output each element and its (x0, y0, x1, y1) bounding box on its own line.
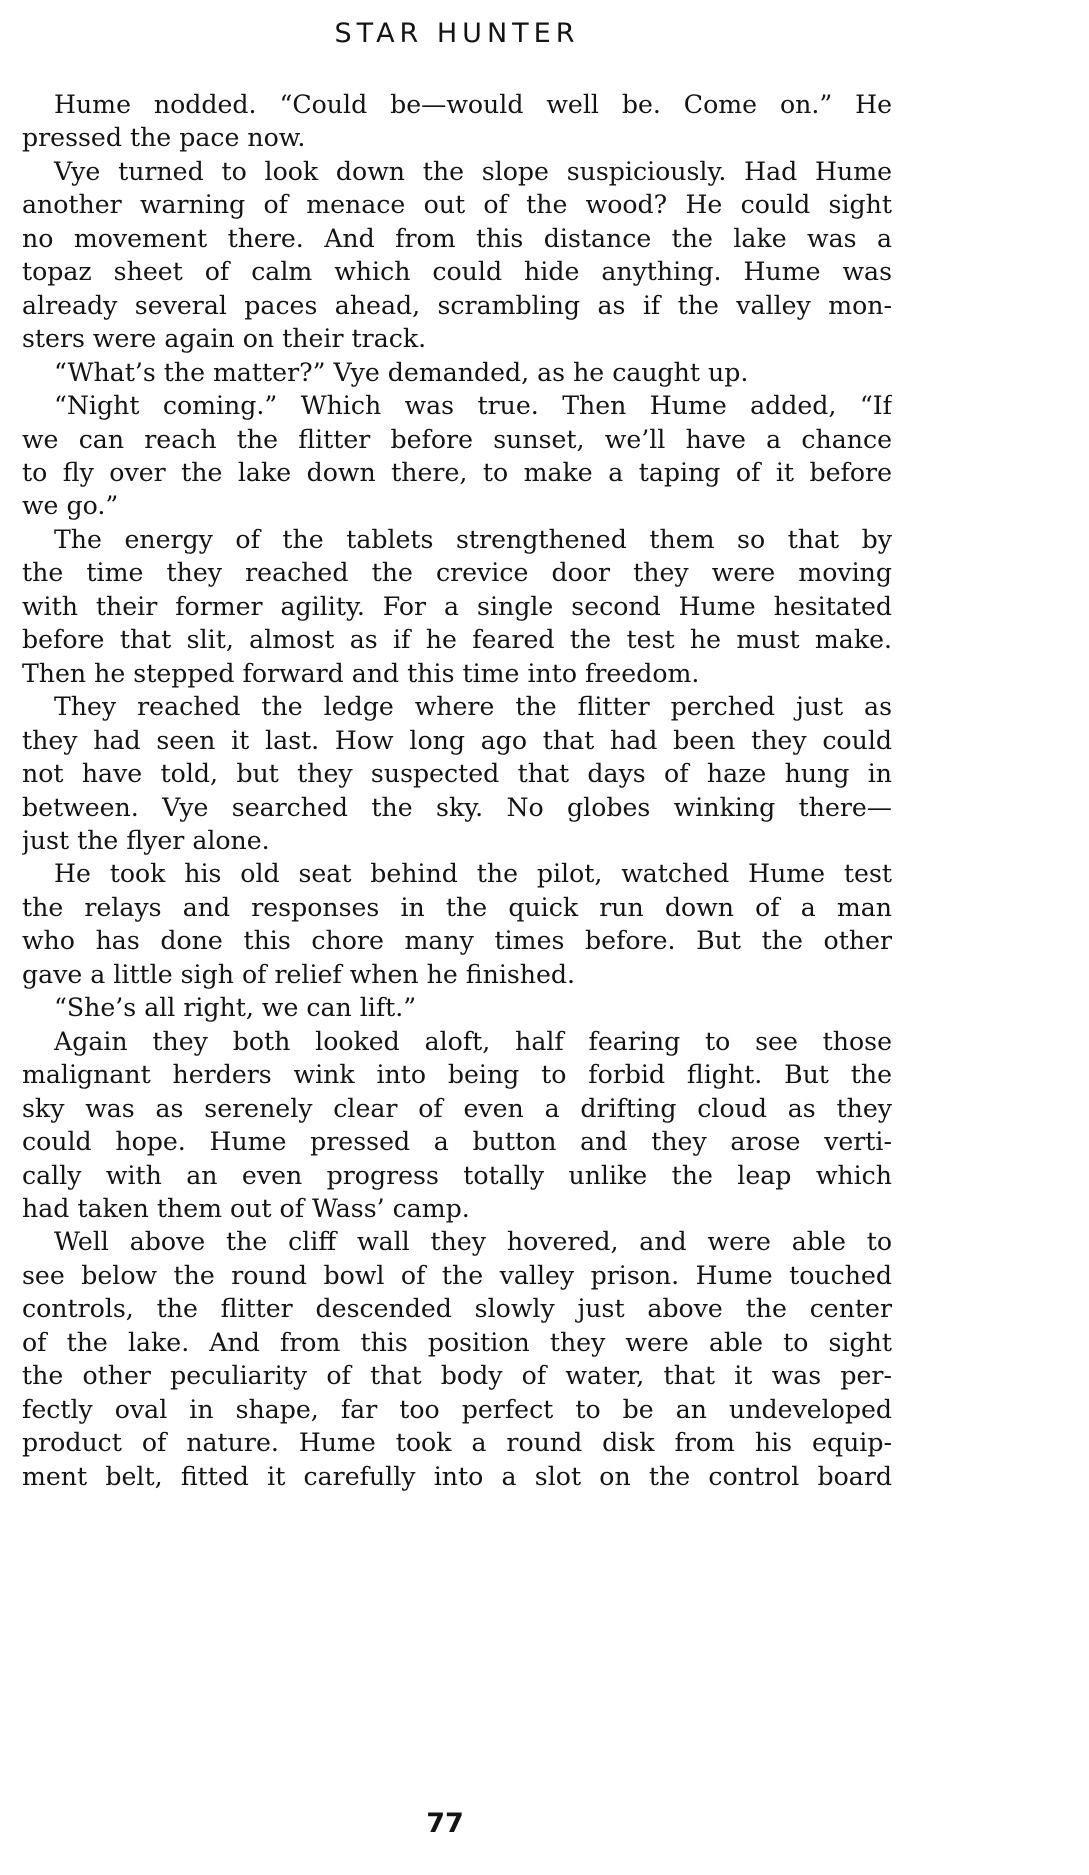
paragraph (22, 991, 892, 1024)
paragraph (22, 690, 892, 857)
text-line: the time they reached the crevice door they were moving (22, 558, 892, 588)
text-line: The energy of the tablets strengthened them so that by (54, 524, 892, 554)
page-number: 77 (426, 1808, 464, 1839)
text-line: Well above the cliff wall they hovered, and were able to (54, 1227, 892, 1257)
body-text (22, 88, 892, 1493)
text-line: ment belt, fitted it carefully into a slot on the control board (22, 1461, 892, 1491)
paragraph (22, 857, 892, 991)
text-line: before that slit, almost as if he feared the test he must make. (22, 625, 892, 655)
text-line: between. Vye searched the sky. No globes winking there— (22, 792, 892, 822)
text-line: just the flyer alone. (22, 825, 270, 855)
text-line: could hope. Hume pressed a button and they arose verti- (22, 1127, 892, 1157)
paragraph (22, 1225, 892, 1493)
running-head: STAR HUNTER (334, 18, 580, 49)
text-line: we go.” (22, 491, 119, 521)
paragraph (22, 88, 892, 155)
text-line: controls, the flitter descended slowly just above the center (22, 1294, 892, 1324)
text-line: no movement there. And from this distance the lake was a (22, 223, 892, 253)
text-line: to fly over the lake down there, to make a taping of it before (22, 457, 892, 487)
paragraph (22, 155, 892, 356)
text-line: see below the round bowl of the valley prison. Hume touched (22, 1260, 892, 1290)
text-line: with their former agility. For a single second Hume hesitated (22, 591, 892, 621)
text-line: who has done this chore many times before. But the other (22, 926, 892, 956)
text-line: of the lake. And from this position they were able to sight (22, 1327, 892, 1357)
text-line: Hume nodded. “Could be—would well be. Come on.” He (54, 90, 892, 119)
paragraph (22, 356, 892, 389)
text-line: “Night coming.” Which was true. Then Hume added, “If (54, 391, 892, 421)
text-line: topaz sheet of calm which could hide anything. Hume was (22, 257, 892, 287)
text-line: cally with an even progress totally unlike the leap which (22, 1160, 892, 1190)
text-line: the other peculiarity of that body of water, that it was per- (22, 1361, 892, 1391)
text-line: “What’s the matter?” Vye demanded, as he caught up. (54, 357, 749, 387)
text-line: “She’s all right, we can lift.” (54, 993, 417, 1023)
text-line: malignant herders wink into being to forbid flight. But the (22, 1060, 892, 1090)
text-line: fectly oval in shape, far too perfect to be an undeveloped (22, 1394, 892, 1424)
text-line: gave a little sigh of relief when he finished. (22, 959, 576, 989)
text-line: He took his old seat behind the pilot, watched Hume test (54, 859, 892, 889)
text-line: sky was as serenely clear of even a drifting cloud as they (22, 1093, 892, 1123)
text-line: we can reach the flitter before sunset, we’ll have a chance (22, 424, 892, 454)
text-line: the relays and responses in the quick run down of a man (22, 892, 892, 922)
text-line: another warning of menace out of the wood? He could sight (22, 190, 892, 220)
text-line: they had seen it last. How long ago that had been they could (22, 725, 892, 755)
text-line: pressed the pace now. (22, 123, 306, 153)
text-line: already several paces ahead, scrambling as if the valley mon- (22, 290, 892, 320)
text-line: Vye turned to look down the slope suspiciously. Had Hume (54, 156, 892, 186)
text-line: product of nature. Hume took a round disk from his equip- (22, 1428, 892, 1458)
text-line: sters were again on their track. (22, 324, 427, 354)
text-line: They reached the ledge where the flitter perched just as (54, 692, 892, 722)
text-line: had taken them out of Wass’ camp. (22, 1193, 470, 1223)
text-line: Then he stepped forward and this time into freedom. (22, 658, 700, 688)
paragraph (22, 523, 892, 690)
text-line: not have told, but they suspected that days of haze hung in (22, 759, 892, 789)
text-line: Again they both looked aloft, half fearing to see those (54, 1026, 892, 1056)
paragraph (22, 389, 892, 523)
paragraph (22, 1025, 892, 1226)
